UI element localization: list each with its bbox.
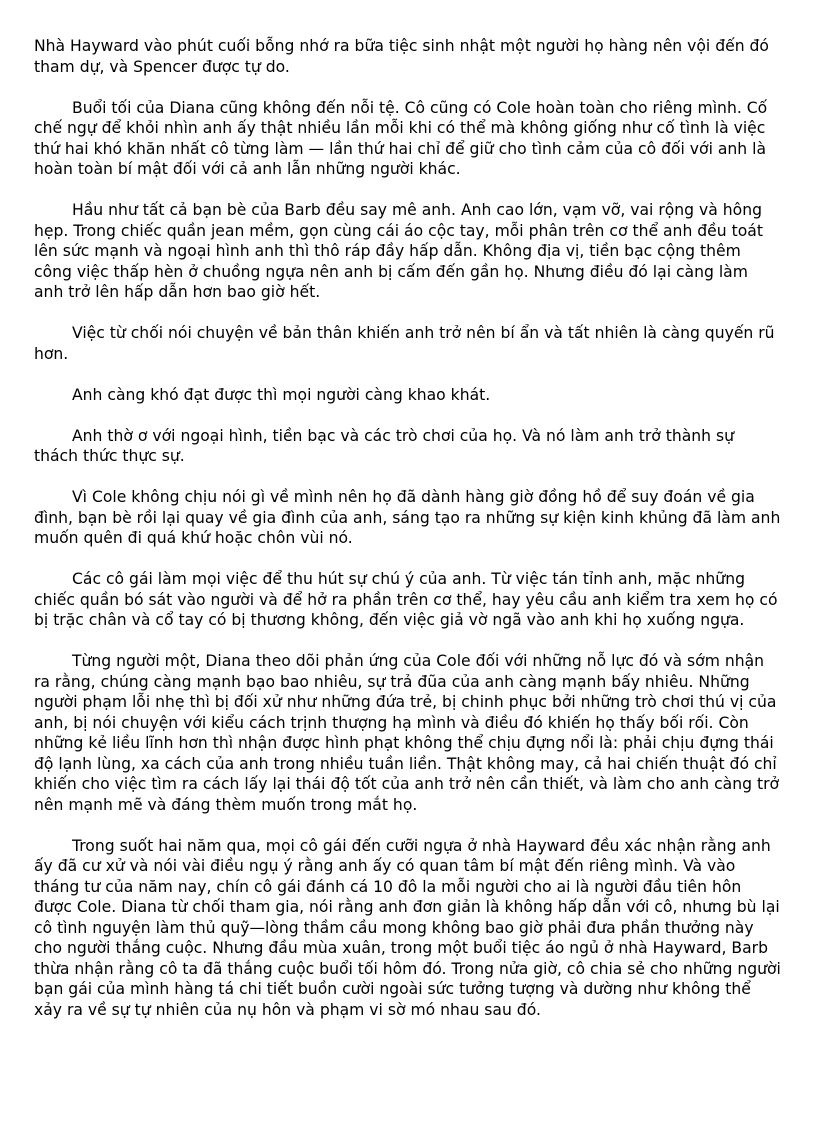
paragraph-8: Các cô gái làm mọi việc để thu hút sự chú ý của anh. Từ việc tán tỉnh anh, mặc những chiếc quần bó sát vào người và để hở ra phần trên cơ thể, hay yêu cầu anh kiểm tra xem họ có bị trặc chân và cổ tay có bị thương không, đến việc giả vờ ngã vào anh khi họ xuống ngựa.: [34, 570, 778, 629]
paragraph-5: Anh càng khó đạt được thì mọi người càng khao khát.: [72, 385, 491, 404]
paragraph-6: Anh thờ ơ với ngoại hình, tiền bạc và các trò chơi của họ. Và nó làm anh trở thành sự thách thức thực sự.: [34, 426, 735, 465]
paragraph-7: Vì Cole không chịu nói gì về mình nên họ đã dành hàng giờ đồng hồ để suy đoán về gia đình, bạn bè rồi lại quay về gia đình của anh, sáng tạo ra những sự kiện kinh khủng đã làm anh muốn quên đi quá khứ hoặc chôn vùi nó.: [34, 488, 781, 547]
document-body: [34, 36, 782, 1041]
paragraph-1: Nhà Hayward vào phút cuối bỗng nhớ ra bữa tiệc sinh nhật một người họ hàng nên vội đến đó tham dự, và Spencer được tự do.: [34, 37, 769, 76]
paragraph-3: Hầu như tất cả bạn bè của Barb đều say mê anh. Anh cao lớn, vạm vỡ, vai rộng và hông hẹp. Trong chiếc quần jean mềm, gọn cùng cái áo cộc tay, mỗi phân trên cơ thể anh đều toát lên sức mạnh và ngoại hình anh thì thô ráp đầy hấp dẫn. Không địa vị, tiền bạc cộng thêm công việc thấp hèn ở chuồng ngựa nên anh bị cấm đến gần họ. Nhưng điều đó lại càng làm anh trở lên hấp dẫn hơn bao giờ hết.: [34, 201, 763, 301]
paragraph-10: Trong suốt hai năm qua, mọi cô gái đến cưỡi ngựa ở nhà Hayward đều xác nhận rằng anh ấy đã cư xử và nói vài điều ngụ ý rằng anh ấy có quan tâm bí mật đến riêng mình. Và vào tháng tư của năm nay, chín cô gái đánh cá 10 đô la mỗi người cho ai là người đầu tiên hôn được Cole. Diana từ chối tham gia, nói rằng anh đơn giản là không hấp dẫn với cô, nhưng bù lại cô tình nguyện làm thủ quỹ—lòng thầm cầu mong không bao giờ phải đưa phần thưởng này cho người thắng cuộc. Nhưng đầu mùa xuân, trong một buổi tiệc áo ngủ ở nhà Hayward, Barb thừa nhận rằng cô ta đã thắng cuộc buổi tối hôm đó. Trong nửa giờ, cô chia sẻ cho những người bạn gái của mình hàng tá chi tiết buồn cười ngoài sức tưởng tượng và dường như không thể xảy ra về sự tự nhiên của nụ hôn và phạm vi sờ mó nhau sau đó.: [34, 836, 781, 1019]
paragraph-2: Buổi tối của Diana cũng không đến nỗi tệ. Cô cũng có Cole hoàn toàn cho riêng mình. Cố chế ngự để khỏi nhìn anh ấy thật nhiều lần mỗi khi có thể mà không giống như cố tình là việc thứ hai khó khăn nhất cô từng làm — lần thứ hai chỉ để giữ cho tình cảm của cô đối với anh là hoàn toàn bí mật đối với cả anh lẫn những người khác.: [34, 98, 768, 178]
paragraph-9: Từng người một, Diana theo dõi phản ứng của Cole đối với những nỗ lực đó và sớm nhận ra rằng, chúng càng mạnh bạo bao nhiêu, sự trả đũa của anh càng mạnh bấy nhiêu. Những người phạm lỗi nhẹ thì bị đối xử như những đứa trẻ, bị chinh phục bởi những trò chơi thú vị của anh, bị nói chuyện với kiểu cách trịnh thượng hạ mình và điều đó khiến họ thấy bối rối. Còn những kẻ liều lĩnh hơn thì nhận được hình phạt không thể chịu đựng nổi là: phải chịu đựng thái độ lạnh lùng, xa cách của anh trong nhiều tuần liền. Thật không may, cả hai chiến thuật đó chỉ khiến cho việc tìm ra cách lấy lại thái độ tốt của anh trở nên cần thiết, và làm cho anh càng trở nên mạnh mẽ và đáng thèm muốn trong mắt họ.: [34, 652, 780, 814]
paragraph-4: Việc từ chối nói chuyện về bản thân khiến anh trở nên bí ẩn và tất nhiên là càng quyến rũ hơn.: [34, 324, 775, 363]
